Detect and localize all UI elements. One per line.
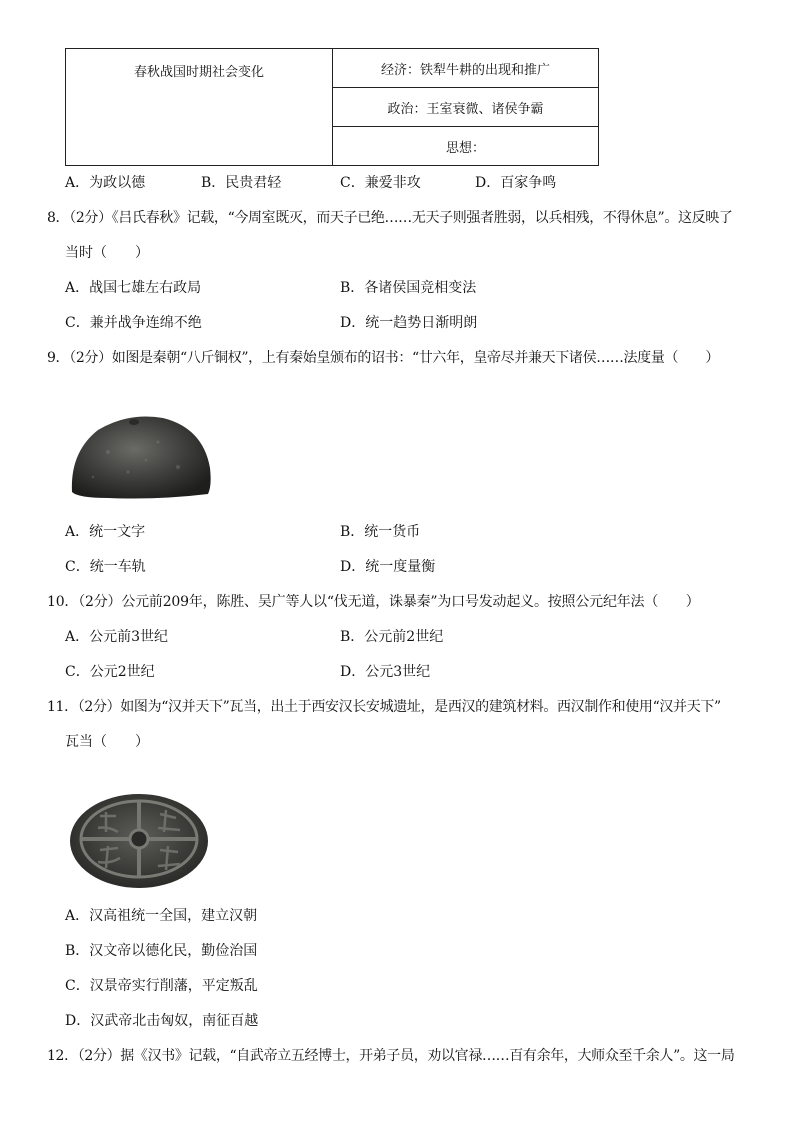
q11-stem-line2: 瓦当（ ） <box>65 734 149 750</box>
q9-option-d[interactable]: D．统一度量衡 <box>340 559 436 575</box>
q9-stem-line1: 9．（2分）如图是秦朝“八斤铜权”，上有秦始皇颁布的诏书：“廿六年，皇帝尽并兼天下诸侯……法度量（ ） <box>47 350 720 366</box>
table-row-thought: 思想： <box>333 127 599 166</box>
social-change-table <box>65 48 599 166</box>
q9-option-b[interactable]: B．统一货币 <box>340 524 421 540</box>
q8-option-d[interactable]: D．统一趋势日渐明朗 <box>340 315 478 331</box>
table-row-politics: 政治：王室衰微、诸侯争霸 <box>333 88 599 127</box>
q7-option-a[interactable]: A．为政以德 <box>65 175 146 191</box>
eave-tile-image <box>68 792 210 890</box>
q12-stem-line1: 12．（2分）据《汉书》记载，“自武帝立五经博士，开弟子员，劝以官禄……百有余年，大师众至千余人”。这一局 <box>47 1048 735 1064</box>
table-left-cell: 春秋战国时期社会变化 <box>66 49 333 166</box>
q11-option-b[interactable]: B．汉文帝以德化民，勤俭治国 <box>65 943 258 959</box>
q9-option-c[interactable]: C．统一车轨 <box>65 559 146 575</box>
q11-option-c[interactable]: C．汉景帝实行削藩，平定叛乱 <box>65 978 258 994</box>
q9-option-a[interactable]: A．统一文字 <box>65 524 146 540</box>
q11-option-d[interactable]: D．汉武帝北击匈奴，南征百越 <box>65 1013 259 1029</box>
table-row-economy: 经济：铁犁牛耕的出现和推广 <box>333 49 599 88</box>
q8-option-b[interactable]: B．各诸侯国竞相变法 <box>340 280 477 296</box>
q10-option-d[interactable]: D．公元3世纪 <box>340 664 431 680</box>
q10-option-a[interactable]: A．公元前3世纪 <box>65 629 169 645</box>
q8-option-c[interactable]: C．兼并战争连绵不绝 <box>65 315 202 331</box>
q8-stem-line2: 当时（ ） <box>65 245 149 261</box>
q10-option-c[interactable]: C．公元2世纪 <box>65 664 155 680</box>
q8-stem-line1: 8．（2分）《吕氏春秋》记载，“今周室既灭，而天子已绝……无天子则强者胜弱，以兵相残，不得休息”。这反映了 <box>47 210 733 226</box>
q7-option-b[interactable]: B．民贵君轻 <box>201 175 282 191</box>
q11-option-a[interactable]: A．汉高祖统一全国，建立汉朝 <box>65 908 258 924</box>
q7-option-d[interactable]: D．百家争鸣 <box>475 175 557 191</box>
q11-stem-line1: 11．（2分）如图为“汉并天下”瓦当，出土于西安汉长安城遗址，是西汉的建筑材料。西汉制作和使用“汉并天下” <box>47 699 721 715</box>
q10-stem-line1: 10．（2分）公元前209年，陈胜、吴广等人以“伐无道，诛暴秦”为口号发动起义。按照公元纪年法（ ） <box>47 594 700 610</box>
q7-option-c[interactable]: C．兼爱非攻 <box>340 175 421 191</box>
bronze-weight-image <box>68 412 213 499</box>
q10-option-b[interactable]: B．公元前2世纪 <box>340 629 444 645</box>
q8-option-a[interactable]: A．战国七雄左右政局 <box>65 280 202 296</box>
